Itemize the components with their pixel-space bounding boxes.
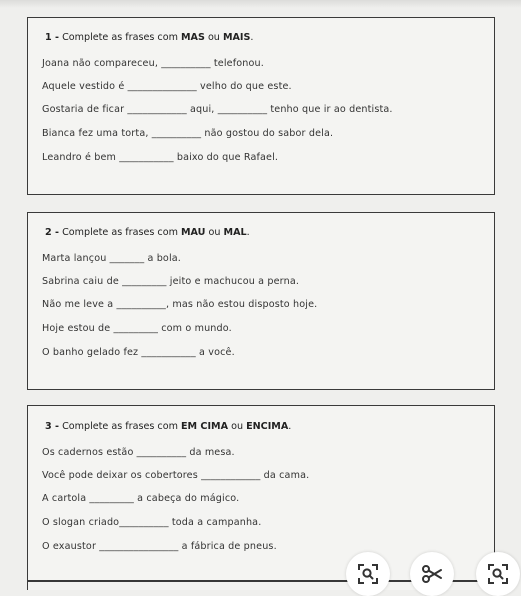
sentence-line: O exaustor ________________ a fábrica de pneus. [42,541,277,552]
option-word: MAS [180,32,205,43]
period: . [250,32,254,43]
option-word: ENCIMA [246,421,289,432]
exercise-box-1 [27,17,495,195]
sentence-line: Bianca fez uma torta, __________ não gostou do sabor dela. [42,128,334,139]
instruction-text: Complete as frases com [62,32,178,43]
sentence-line: O slogan criado__________ toda a campanha. [42,517,262,528]
sentence-line: A cartola _________ a cabeça do mágico. [42,493,240,504]
sentence-line: Leandro é bem ___________ baixo do que Rafael. [42,152,279,163]
sentence-line: Não me leve a __________, mas não estou disposto hoje. [42,299,318,310]
option-word: EM CIMA [180,421,229,432]
sentence-line: Sabrina caiu de _________ jeito e machucou a perna. [42,276,300,287]
connector-text: ou [207,32,220,43]
exercise-1-title [45,32,253,43]
scissors-icon [421,563,443,585]
connector-text: ou [208,227,221,238]
sentence-line: Joana não compareceu, __________ telefonou. [42,58,264,69]
exercise-2-title [45,227,250,238]
exercise-3-title [45,421,291,432]
option-word: MAL [223,227,247,238]
instruction-text: Complete as frases com [62,421,178,432]
lens-search-icon [487,563,509,585]
exercise-box-2 [27,212,495,390]
sentence-line: O banho gelado fez ___________ a você. [42,347,235,358]
exercise-number: 3 - [45,421,59,432]
period: . [288,421,292,432]
exercise-number: 2 - [45,227,59,238]
period: . [246,227,250,238]
lens-search-button[interactable] [346,552,390,596]
lens-search-icon [357,563,379,585]
exercise-number: 1 - [45,32,59,43]
sentence-line: Hoje estou de _________ com o mundo. [42,323,232,334]
option-word: MAU [180,227,206,238]
scissors-button[interactable] [410,552,454,596]
sentence-line: Os cadernos estão __________ da mesa. [42,447,235,458]
instruction-text: Complete as frases com [62,227,178,238]
option-word: MAIS [222,32,251,43]
sentence-line: Você pode deixar os cobertores ____________ da cama. [42,470,310,481]
sentence-line: Gostaria de ficar ____________ aqui, __________ tenho que ir ao dentista. [42,104,393,115]
connector-text: ou [231,421,244,432]
sentence-line: Marta lançou _______ a bola. [42,253,181,264]
lens-search-button[interactable] [476,552,520,596]
sentence-line: Aquele vestido é ______________ velho do que este. [42,81,292,92]
top-shadow [0,0,521,8]
